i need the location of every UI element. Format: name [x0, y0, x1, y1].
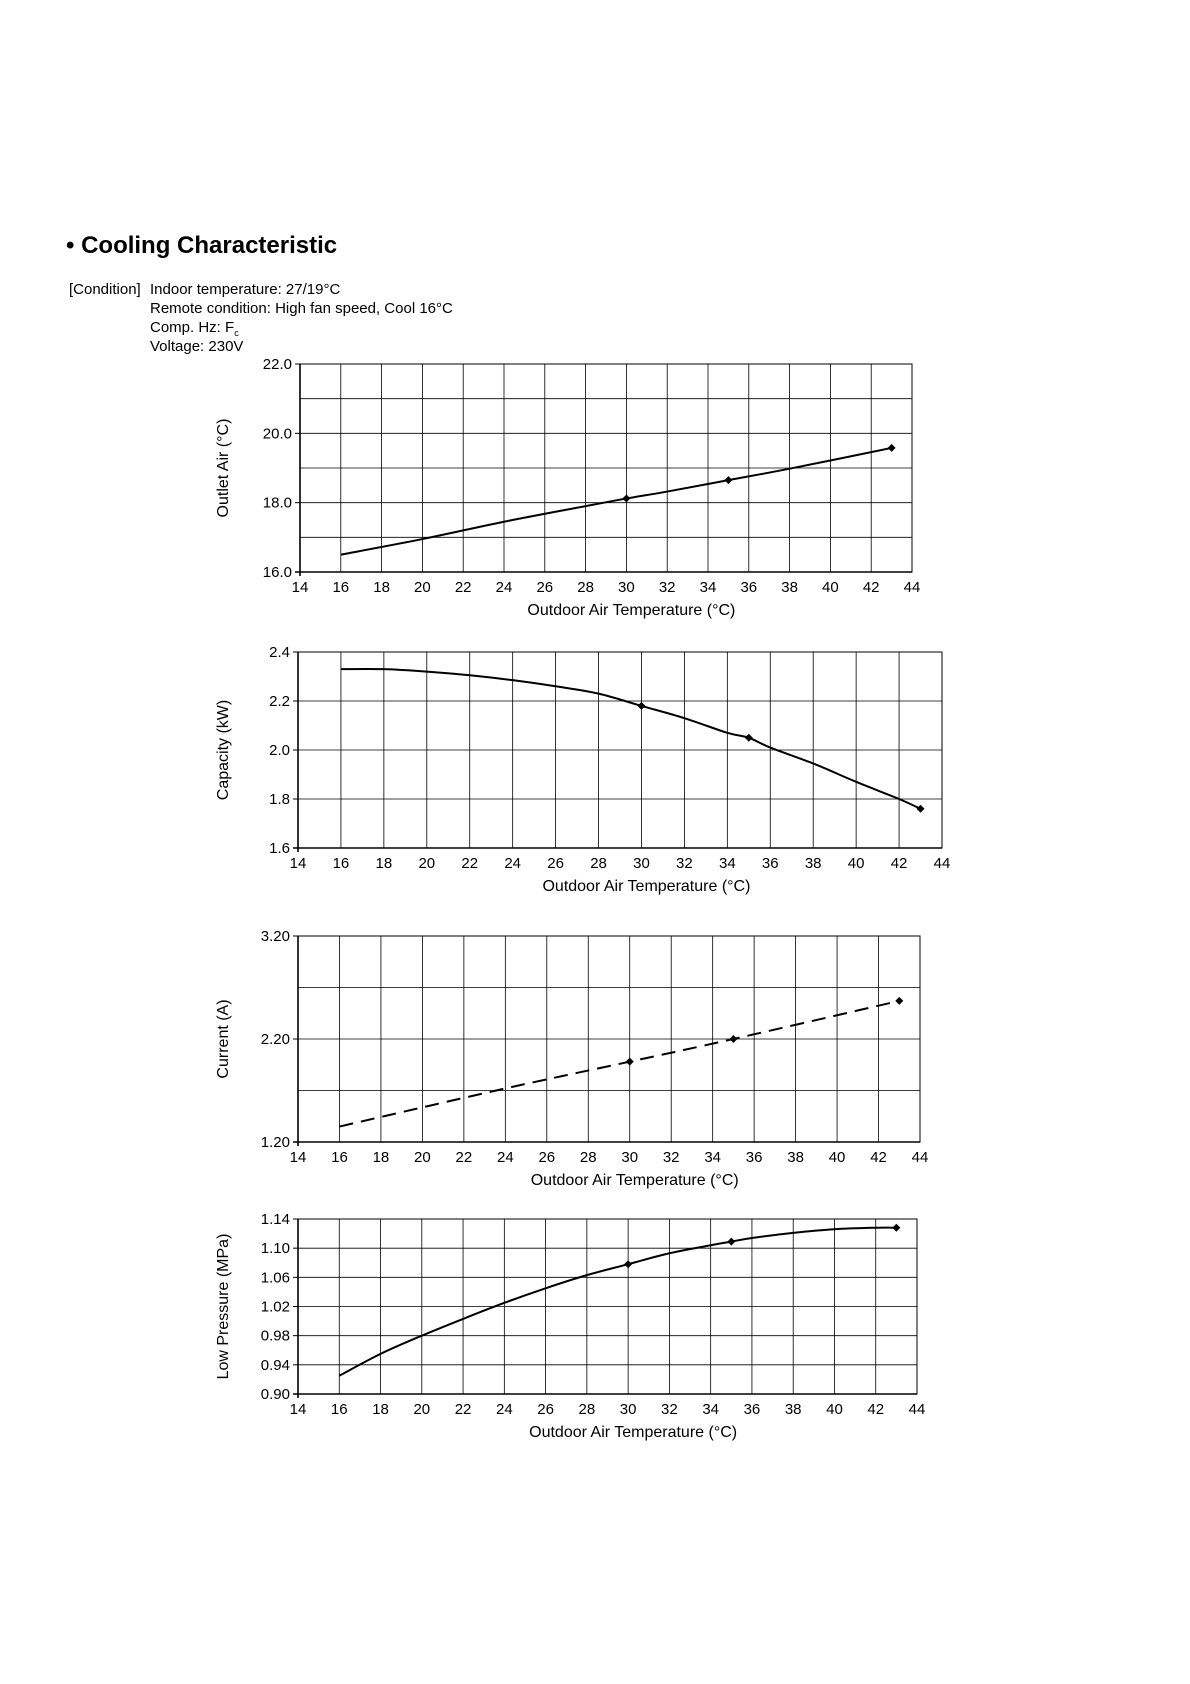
chart-1-x-tick-label: 42 — [862, 579, 880, 596]
chart-3-x-tick-label: 28 — [579, 1149, 597, 1166]
chart-3-x-tick-label: 18 — [372, 1149, 390, 1166]
chart-2-x-tick-label: 36 — [761, 855, 779, 872]
chart-4-x-axis-label: Outdoor Air Temperature (°C) — [529, 1424, 738, 1441]
chart-3-x-tick-label: 16 — [331, 1149, 348, 1166]
chart-2-x-tick-label: 22 — [461, 855, 479, 872]
chart-1-y-tick-label: 20.0 — [262, 425, 292, 443]
chart-3-y-tick-label: 3.20 — [260, 928, 290, 945]
chart-1-x-tick-label: 34 — [699, 579, 717, 596]
chart-2-x-tick-label: 40 — [847, 855, 865, 872]
chart-2-x-axis-label: Outdoor Air Temperature (°C) — [542, 878, 751, 895]
chart-2-x-tick-label: 24 — [504, 855, 522, 872]
chart-2-x-tick-label: 44 — [933, 855, 951, 872]
chart-2-data-point — [917, 805, 925, 813]
chart-2-data-point — [637, 702, 645, 710]
chart-1-x-tick-label: 40 — [822, 579, 839, 596]
chart-1-x-tick-label: 22 — [454, 579, 472, 596]
chart-1-data-point — [622, 495, 630, 503]
chart-4-data-point — [892, 1224, 900, 1232]
chart-1-series-line — [341, 448, 892, 555]
chart-3-x-tick-label: 14 — [289, 1149, 307, 1166]
chart-2-y-tick-label: 2.4 — [269, 644, 290, 661]
chart-4-x-tick-label: 24 — [495, 1401, 513, 1418]
chart-1-x-tick-label: 24 — [495, 579, 513, 596]
chart-3-x-tick-label: 36 — [745, 1149, 763, 1166]
chart-4-y-tick-label: 1.14 — [260, 1211, 290, 1228]
chart-1-x-tick-label: 26 — [536, 579, 554, 596]
chart-1-x-tick-label: 32 — [658, 579, 676, 596]
low-pressure-chart — [0, 1211, 1190, 1475]
chart-4-data-point — [624, 1260, 632, 1268]
chart-3-series-line — [339, 1001, 899, 1127]
chart-4-x-tick-label: 44 — [908, 1401, 926, 1418]
chart-3-x-tick-label: 34 — [704, 1149, 722, 1166]
chart-3-data-point — [895, 997, 903, 1005]
chart-4-x-tick-label: 20 — [413, 1401, 431, 1418]
chart-4-x-tick-label: 36 — [743, 1401, 761, 1418]
condition-voltage: Voltage: 230V — [150, 338, 244, 355]
chart-4-x-tick-label: 18 — [372, 1401, 389, 1418]
chart-4-series-line — [339, 1228, 896, 1376]
chart-2-y-tick-label: 1.8 — [269, 791, 290, 808]
chart-2-x-tick-label: 38 — [804, 855, 822, 872]
chart-2-x-tick-label: 28 — [590, 855, 607, 872]
chart-1-x-axis-label: Outdoor Air Temperature (°C) — [527, 602, 736, 619]
chart-2-y-tick-label: 1.6 — [269, 840, 290, 857]
chart-3-data-point — [729, 1035, 737, 1043]
chart-4-x-tick-label: 30 — [619, 1401, 637, 1418]
chart-3-y-tick-label: 1.20 — [260, 1134, 290, 1151]
chart-1-y-tick-label: 18.0 — [262, 494, 292, 512]
chart-3-x-axis-label: Outdoor Air Temperature (°C) — [530, 1172, 739, 1189]
chart-1-data-point — [888, 444, 896, 452]
chart-4-x-tick-label: 42 — [867, 1401, 885, 1418]
current-chart — [0, 925, 1190, 1205]
chart-1-x-tick-label: 44 — [903, 579, 921, 596]
chart-3-y-tick-label: 2.20 — [260, 1031, 290, 1048]
chart-3-x-tick-label: 22 — [455, 1149, 473, 1166]
chart-4-y-tick-label: 0.98 — [260, 1327, 290, 1345]
chart-3-x-tick-label: 42 — [870, 1149, 887, 1166]
chart-2-x-tick-label: 20 — [418, 855, 436, 872]
chart-2-x-tick-label: 16 — [332, 855, 350, 872]
chart-1-y-tick-label: 22.0 — [262, 356, 292, 373]
chart-4-x-tick-label: 16 — [330, 1401, 348, 1418]
chart-4-y-tick-label: 1.10 — [260, 1240, 290, 1258]
chart-4-x-tick-label: 40 — [826, 1401, 843, 1418]
chart-4-x-tick-label: 14 — [289, 1401, 307, 1418]
chart-2-x-tick-label: 32 — [676, 855, 693, 872]
chart-3-x-tick-label: 32 — [662, 1149, 680, 1166]
chart-2-x-tick-label: 18 — [375, 855, 393, 872]
chart-2-y-tick-label: 2.0 — [269, 742, 290, 759]
chart-3-x-tick-label: 24 — [496, 1149, 514, 1166]
outlet-air-chart — [0, 350, 1190, 630]
chart-1-y-axis-label: Outlet Air (°C) — [215, 418, 232, 518]
chart-2-x-tick-label: 14 — [289, 855, 307, 872]
page-title: • Cooling Characteristic — [66, 232, 338, 259]
condition-comp-hz-text: Comp. Hz: F — [150, 319, 235, 336]
chart-2-y-tick-label: 2.2 — [269, 693, 290, 710]
chart-4-y-tick-label: 1.06 — [260, 1269, 290, 1287]
chart-4-x-tick-label: 22 — [454, 1401, 472, 1418]
chart-1-x-tick-label: 30 — [618, 579, 635, 596]
chart-4-y-axis-label: Low Pressure (MPa) — [215, 1233, 232, 1380]
chart-3-x-tick-label: 44 — [911, 1149, 929, 1166]
chart-3-x-tick-label: 38 — [787, 1149, 804, 1166]
chart-4-x-tick-label: 32 — [661, 1401, 678, 1418]
chart-2-series-line — [341, 669, 921, 809]
chart-3-y-axis-label: Current (A) — [215, 999, 232, 1079]
condition-remote: Remote condition: High fan speed, Cool 16°C — [150, 300, 453, 317]
chart-4-x-tick-label: 38 — [784, 1401, 802, 1418]
chart-3-data-point — [626, 1058, 634, 1066]
chart-4-x-tick-label: 28 — [578, 1401, 596, 1418]
chart-3-x-tick-label: 40 — [828, 1149, 846, 1166]
chart-3-x-tick-label: 20 — [414, 1149, 431, 1166]
capacity-chart — [0, 640, 1190, 920]
condition-label: [Condition] — [69, 281, 141, 298]
chart-1-x-tick-label: 28 — [577, 579, 594, 596]
chart-3-x-tick-label: 30 — [621, 1149, 639, 1166]
chart-1-data-point — [724, 476, 732, 484]
chart-4-y-tick-label: 0.94 — [260, 1356, 290, 1374]
condition-indoor-temp: Indoor temperature: 27/19°C — [150, 281, 341, 298]
chart-1-x-tick-label: 18 — [373, 579, 390, 596]
chart-4-data-point — [727, 1238, 735, 1246]
chart-1-y-tick-label: 16.0 — [262, 564, 292, 581]
chart-2-data-point — [745, 734, 753, 742]
chart-2-x-tick-label: 42 — [890, 855, 908, 872]
chart-2-y-axis-label: Capacity (kW) — [215, 699, 232, 801]
chart-2-x-tick-label: 34 — [718, 855, 736, 872]
chart-1-x-tick-label: 38 — [781, 579, 798, 596]
chart-1-x-tick-label: 14 — [291, 579, 309, 596]
chart-1-x-tick-label: 20 — [414, 579, 431, 596]
chart-1-x-tick-label: 16 — [332, 579, 350, 596]
chart-2-x-tick-label: 26 — [547, 855, 564, 872]
chart-2-x-tick-label: 30 — [633, 855, 650, 872]
chart-3-x-tick-label: 26 — [538, 1149, 556, 1166]
chart-1-x-tick-label: 36 — [740, 579, 758, 596]
chart-4-y-tick-label: 0.90 — [260, 1386, 290, 1403]
condition-comp-hz-subscript: c — [234, 328, 239, 338]
chart-4-x-tick-label: 26 — [537, 1401, 554, 1418]
chart-4-x-tick-label: 34 — [702, 1401, 720, 1418]
chart-4-y-tick-label: 1.02 — [260, 1298, 290, 1316]
